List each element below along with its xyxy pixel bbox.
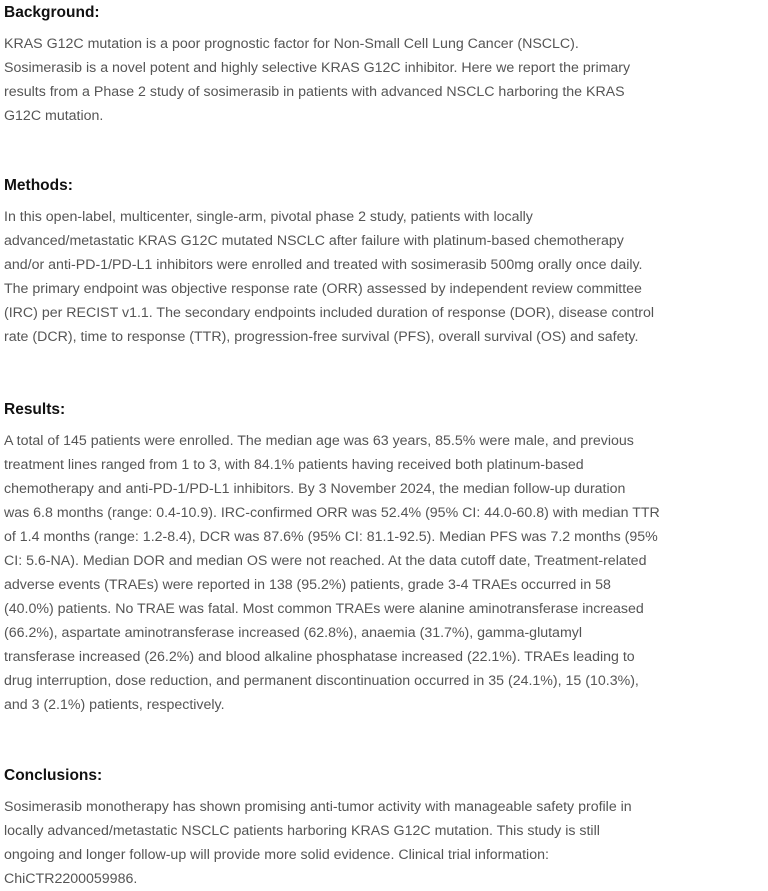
section-body — [4, 32, 768, 128]
body-text-line: results from a Phase 2 study of sosimerasib in patients with advanced NSCLC harboring the KRAS — [4, 84, 625, 100]
body-text-line: ChiCTR2200059986. — [4, 871, 138, 887]
section-results — [4, 398, 768, 717]
body-text-line: CI: 5.6-NA). Median DOR and median OS were not reached. At the data cutoff date, Treatment-related — [4, 553, 647, 569]
body-text-line: KRAS G12C mutation is a poor prognostic factor for Non-Small Cell Lung Cancer (NSCLC). — [4, 36, 579, 52]
section-background — [4, 1, 768, 128]
body-text-line: rate (DCR), time to response (TTR), progression-free survival (PFS), overall survival (OS) and safety. — [4, 329, 639, 345]
section-body — [4, 795, 768, 891]
body-text-line: advanced/metastatic KRAS G12C mutated NSCLC after failure with platinum-based chemotherapy — [4, 233, 624, 249]
section-conclusions — [4, 764, 768, 891]
body-text-line: of 1.4 months (range: 1.2-8.4), DCR was 87.6% (95% CI: 81.1-92.5). Median PFS was 7.2 months (95% — [4, 529, 658, 545]
section-heading: Background: — [4, 4, 100, 21]
body-text-line: ongoing and longer follow-up will provide more solid evidence. Clinical trial information: — [4, 847, 549, 863]
body-text-line: chemotherapy and anti-PD-1/PD-L1 inhibitors. By 3 November 2024, the median follow-up duration — [4, 481, 626, 497]
body-text-line: and 3 (2.1%) patients, respectively. — [4, 697, 225, 713]
body-text-line: drug interruption, dose reduction, and permanent discontinuation occurred in 35 (24.1%), 15 (10.3%), — [4, 673, 639, 689]
section-methods — [4, 174, 768, 349]
body-text-line: G12C mutation. — [4, 108, 104, 124]
section-body — [4, 205, 768, 349]
body-text-line: (IRC) per RECIST v1.1. The secondary endpoints included duration of response (DOR), disease control — [4, 305, 655, 321]
body-text-line: adverse events (TRAEs) were reported in 138 (95.2%) patients, grade 3-4 TRAEs occurred in 58 — [4, 577, 611, 593]
section-heading: Methods: — [4, 177, 73, 194]
body-text-line: and/or anti-PD-1/PD-L1 inhibitors were enrolled and treated with sosimerasib 500mg orally once daily. — [4, 257, 643, 273]
body-text-line: Sosimerasib is a novel potent and highly selective KRAS G12C inhibitor. Here we report the primary — [4, 60, 631, 76]
body-text-line: was 6.8 months (range: 0.4-10.9). IRC-confirmed ORR was 52.4% (95% CI: 44.0-60.8) with median TTR — [4, 505, 660, 521]
body-text-line: Sosimerasib monotherapy has shown promising anti-tumor activity with manageable safety profile in — [4, 799, 632, 815]
body-text-line: locally advanced/metastatic NSCLC patients harboring KRAS G12C mutation. This study is still — [4, 823, 600, 839]
body-text-line: transferase increased (26.2%) and blood alkaline phosphatase increased (22.1%). TRAEs leading to — [4, 649, 635, 665]
body-text-line: (66.2%), aspartate aminotransferase increased (62.8%), anaemia (31.7%), gamma-glutamyl — [4, 625, 583, 641]
body-text-line: A total of 145 patients were enrolled. The median age was 63 years, 85.5% were male, and previous — [4, 433, 634, 449]
section-heading: Results: — [4, 401, 66, 418]
body-text-line: (40.0%) patients. No TRAE was fatal. Most common TRAEs were alanine aminotransferase increased — [4, 601, 644, 617]
body-text-line: In this open-label, multicenter, single-arm, pivotal phase 2 study, patients with locally — [4, 209, 533, 225]
body-text-line: treatment lines ranged from 1 to 3, with 84.1% patients having received both platinum-based — [4, 457, 584, 473]
body-text-line: The primary endpoint was objective response rate (ORR) assessed by independent review committee — [4, 281, 642, 297]
section-body — [4, 429, 768, 717]
section-heading: Conclusions: — [4, 767, 103, 784]
